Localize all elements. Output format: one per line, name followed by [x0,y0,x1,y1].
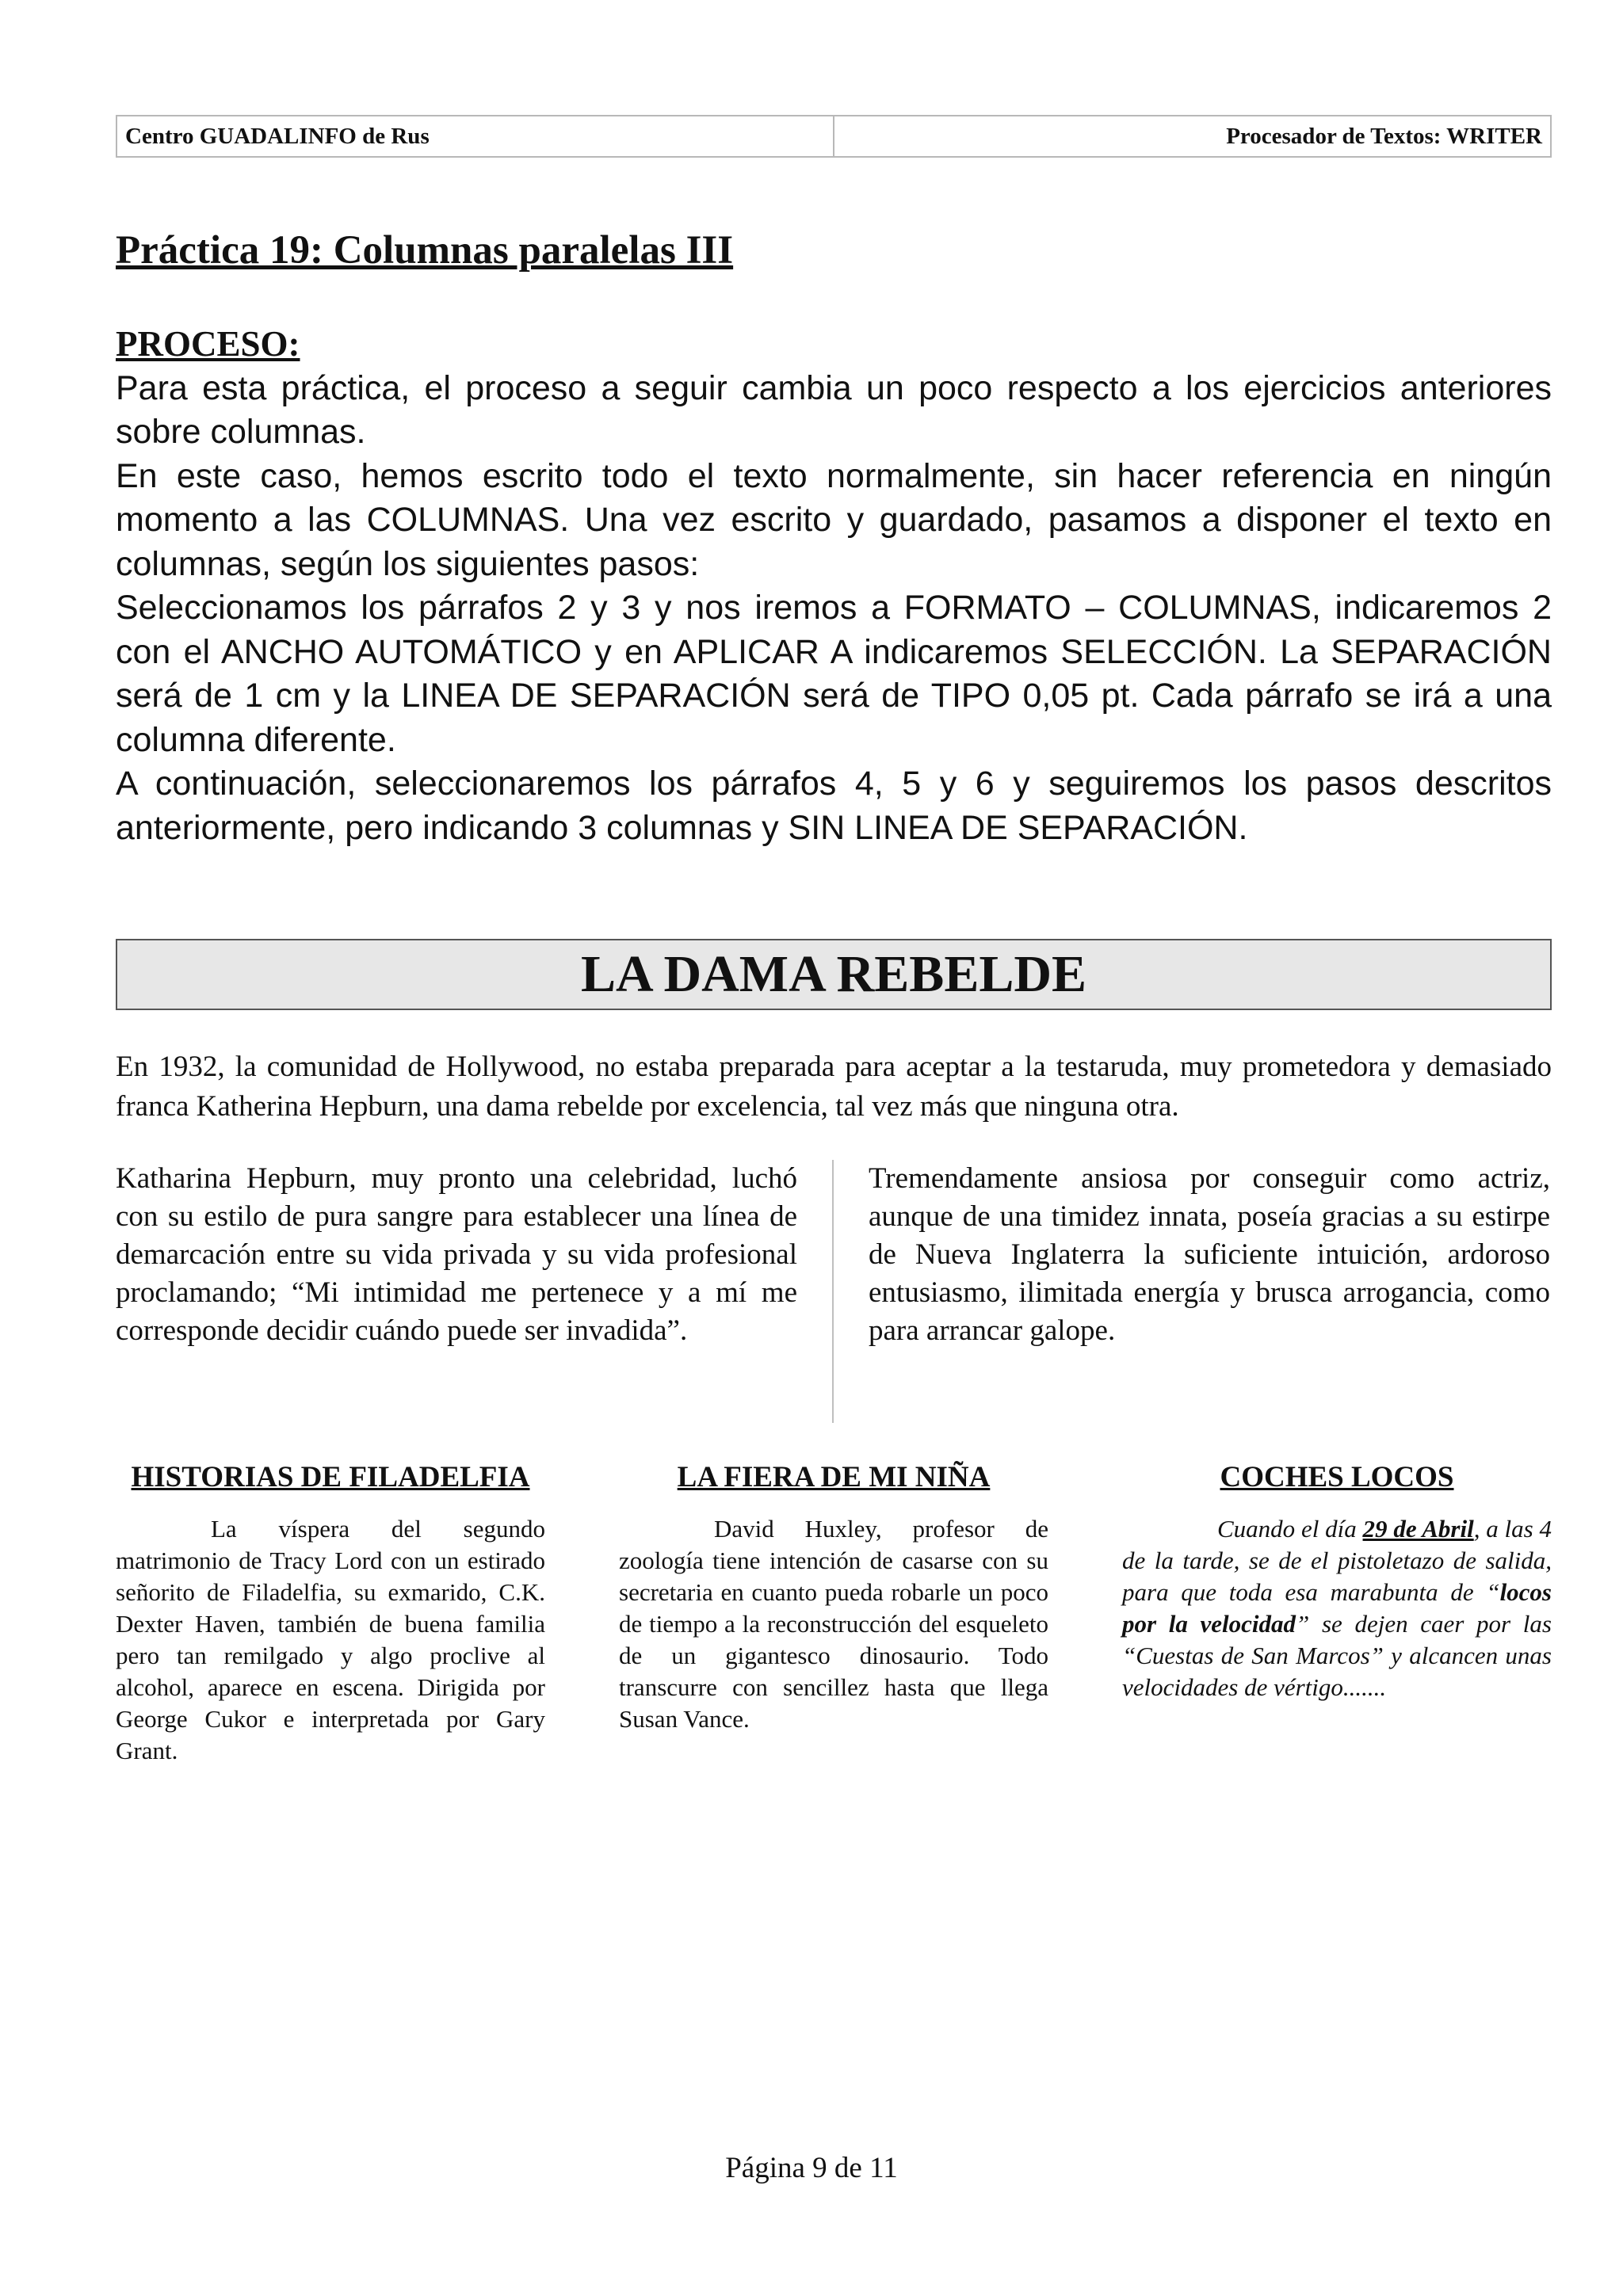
column-body: La víspera del segundo matrimonio de Tracy Lord con un estirado señorito de Filadelfia, su exmarido, C.K. Dexter Haven, también de buena familia pero tan remilgado y algo proclive al alcohol, aparece en escena. Dirigida por George Cukor e interpretada por Gary Grant. [116,1515,545,1764]
column-body [1122,1513,1552,1703]
column-coches [1122,1459,1552,1767]
three-column-section [116,1459,1552,1767]
process-paragraph: En este caso, hemos escrito todo el texto normalmente, sin hacer referencia en ningún momento a las COLUMNAS. Una vez escrito y guardado, pasamos a disponer el texto en columnas, según los siguientes pasos: [116,456,1552,583]
page-header [116,115,1552,158]
bold-phrase: locos por la velocidad [1122,1578,1552,1638]
column-historias [116,1459,545,1767]
column-text: Katharina Hepburn, muy pronto una celebridad, luchó con su estilo de pura sangre para establecer una línea de demarcación entre su vida privada y su vida profesional proclamando; “Mi intimidad me pertenece y a mí me corresponde decidir cuándo puede ser invadida”. [116,1162,797,1347]
process-section [116,322,1552,850]
column-fiera [619,1459,1048,1767]
body-text: ” se dejen caer por las “Cuestas de San Marcos” y alcancen unas velocidades de vértigo....... [1122,1610,1552,1701]
section-banner: LA DAMA REBELDE [116,939,1552,1010]
body-text: Cuando el día [1217,1515,1363,1543]
page-title: Práctica 19: Columnas paralelas III [116,228,734,273]
page-footer: Página 9 de 11 [725,2152,898,2184]
column-separator-line [832,1160,834,1423]
intro-paragraph: En 1932, la comunidad de Hollywood, no estaba preparada para aceptar a la testaruda, muy prometedora y demasiado franca Katherina Hepburn, una dama rebelde por excelencia, tal vez más que ninguna otra. [116,1051,1552,1123]
two-column-section [116,1160,1552,1423]
process-paragraph: Para esta práctica, el proceso a seguir cambia un poco respecto a los ejercicios anteriores sobre columnas. [116,368,1552,451]
column-heading: HISTORIAS DE FILADELFIA [131,1461,530,1493]
column-body: David Huxley, profesor de zoología tiene intención de casarse con su secretaria en cuanto pueda robarle un poco de tiempo a la reconstrucción del esqueleto de un gigantesco dinosaurio. Todo transcurre con sencillez hasta que llega Susan Vance. [619,1515,1048,1733]
column-left [116,1160,797,1423]
process-heading: PROCESO: [116,324,300,364]
header-right: Procesador de Textos: WRITER [1226,123,1542,149]
highlighted-date: 29 de Abril [1362,1515,1474,1543]
process-paragraph: Seleccionamos los párrafos 2 y 3 y nos iremos a FORMATO – COLUMNAS, indicaremos 2 con el ANCHO AUTOMÁTICO y en APLICAR A indicaremos SELECCIÓN. La SEPARACIÓN será de 1 cm y la LINEA DE SEPARACIÓN será de TIPO 0,05 pt. Cada párrafo se irá a una columna diferente. [116,589,1552,759]
header-left: Centro GUADALINFO de Rus [117,116,834,156]
process-paragraph: A continuación, seleccionaremos los párrafos 4, 5 y 6 y seguiremos los pasos descritos anteriormente, pero indicando 3 columnas y SIN LINEA DE SEPARACIÓN. [116,765,1552,847]
column-right [869,1160,1550,1423]
column-text: Tremendamente ansiosa por conseguir como actriz, aunque de una timidez innata, poseía gracias a su estirpe de Nueva Inglaterra la suficiente intuición, ardoroso entusiasmo, ilimitada energía y brusca arrogancia, como para arrancar galope. [869,1162,1550,1347]
body-text: , a las 4 de la tarde, se de el pistoletazo de salida, para que toda esa marabunta de “ [1122,1515,1552,1606]
column-heading: LA FIERA DE MI NIÑA [677,1461,991,1493]
column-heading: COCHES LOCOS [1220,1461,1454,1493]
